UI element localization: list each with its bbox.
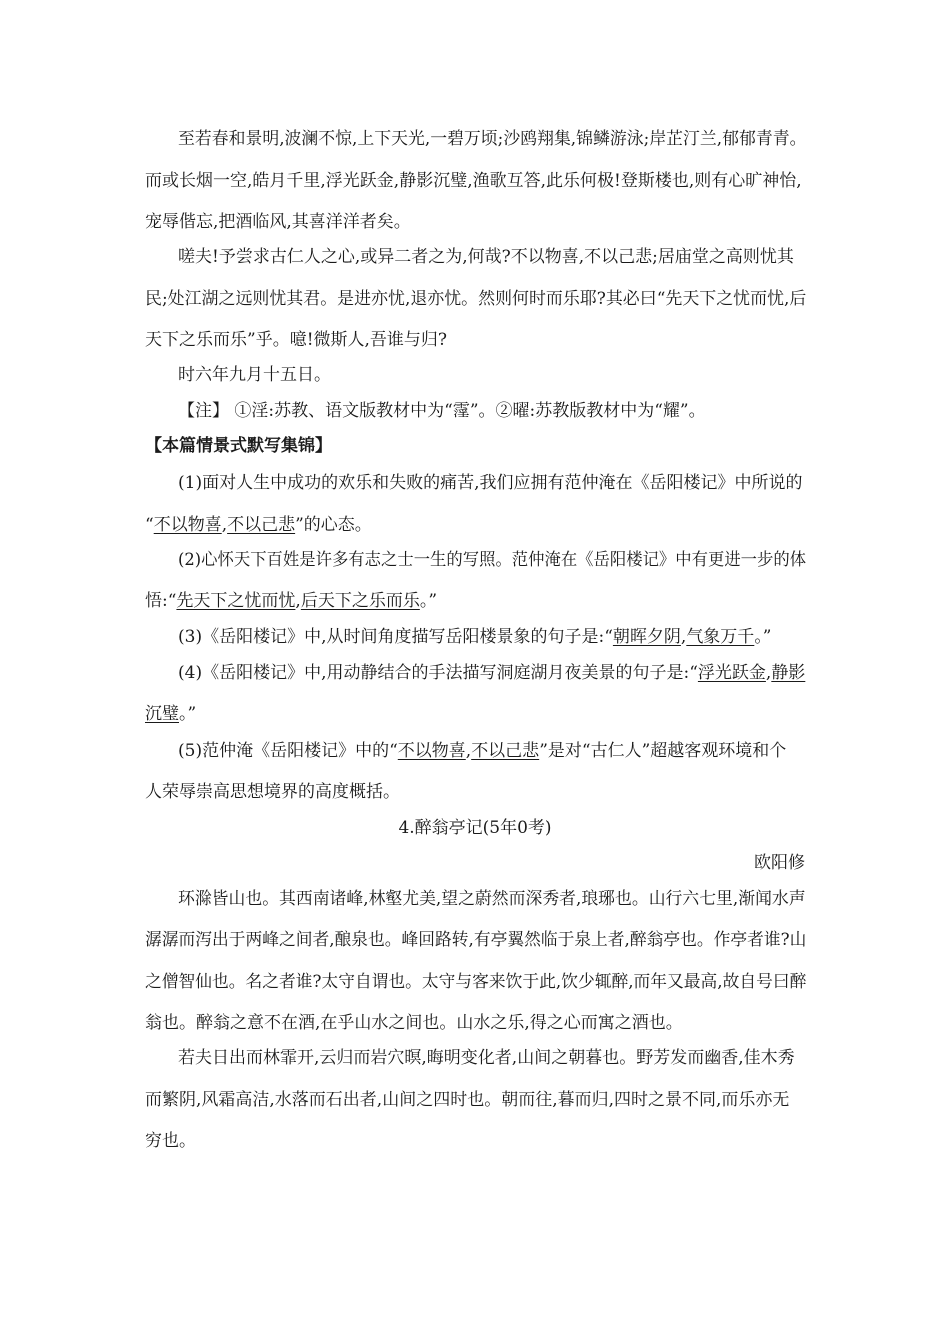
answer-blank: 气象万千 [686,627,755,647]
answer-blank: 不以己悲 [471,741,540,761]
text-line: 时六年九月十五日。 [178,365,331,385]
text-line: 而或长烟一空,皓月千里,浮光跃金,静影沉璧,渔歌互答,此乐何极!登斯楼也,则有心旷神怡, [145,171,802,191]
author-name: 欧阳修 [754,853,805,873]
text-line: 民;处江湖之远则忧其君。是进亦忧,退亦忧。然则何时而乐耶?其必曰“先天下之忧而忧,后 [145,289,807,309]
section-title: 4.醉翁亭记(5年0考) [398,818,552,838]
question-3: (3)《岳阳楼记》中,从时间角度描写岳阳楼景象的句子是:“朝晖夕阴,气象万千。” [178,627,772,647]
question-4-line-2: 沉璧。” [145,704,197,724]
question-5-line-1: (5)范仲淹《岳阳楼记》中的“不以物喜,不以己悲”是对“古仁人”超越客观环境和个 [178,741,787,761]
question-1-line-2: “不以物喜,不以己悲”的心态。 [145,515,372,535]
annotation-note: 【注】 ①淫:苏教、语文版教材中为“霪”。②曜:苏教版教材中为“耀”。 [178,401,706,421]
question-1-line-1: (1)面对人生中成功的欢乐和失败的痛苦,我们应拥有范仲淹在《岳阳楼记》中所说的 [178,473,803,493]
text-line: 潺潺而泻出于两峰之间者,酿泉也。峰回路转,有亭翼然临于泉上者,醉翁亭也。作亭者谁?山 [145,930,807,950]
question-2-line-1: (2)心怀天下百姓是许多有志之士一生的写照。范仲淹在《岳阳楼记》中有更进一步的体 [178,550,807,570]
text-line: 环滁皆山也。其西南诸峰,林壑尤美,望之蔚然而深秀者,琅琊也。山行六七里,渐闻水声 [178,889,806,909]
text-line: 至若春和景明,波澜不惊,上下天光,一碧万顷;沙鸥翔集,锦鳞游泳;岸芷汀兰,郁郁青青。 [178,129,807,149]
section-heading: 【本篇情景式默写集锦】 [145,436,332,456]
question-5-line-2: 人荣辱崇高思想境界的高度概括。 [145,782,400,802]
question-2-line-2: 悟:“先天下之忧而忧,后天下之乐而乐。” [145,591,438,611]
text-line: 而繁阴,风霜高洁,水落而石出者,山间之四时也。朝而往,暮而归,四时之景不同,而乐亦无 [145,1090,790,1110]
answer-blank: 先天下之忧而忧 [176,591,296,611]
answer-blank: 不以物喜 [397,741,466,761]
answer-blank: 不以己悲 [227,515,296,535]
answer-blank: 浮光跃金 [697,663,766,683]
text-line: 天下之乐而乐”乎。噫!微斯人,吾谁与归? [145,330,448,350]
answer-blank: 后天下之乐而乐 [300,591,420,611]
text-line: 宠辱偕忘,把酒临风,其喜洋洋者矣。 [145,212,411,232]
answer-blank: 朝晖夕阴 [612,627,681,647]
question-4-line-1: (4)《岳阳楼记》中,用动静结合的手法描写洞庭湖月夜美景的句子是:“浮光跃金,静影 [178,663,806,683]
text-line: 穷也。 [145,1131,196,1151]
answer-blank: 沉璧 [145,704,179,724]
text-line: 嗟夫!予尝求古仁人之心,或异二者之为,何哉?不以物喜,不以己悲;居庙堂之高则忧其 [178,247,794,267]
text-line: 翁也。醉翁之意不在酒,在乎山水之间也。山水之乐,得之心而寓之酒也。 [145,1013,683,1033]
text-line: 若夫日出而林霏开,云归而岩穴暝,晦明变化者,山间之朝暮也。野芳发而幽香,佳木秀 [178,1048,795,1068]
answer-blank: 静影 [771,663,806,683]
text-line: 之僧智仙也。名之者谁?太守自谓也。太守与客来饮于此,饮少辄醉,而年又最高,故自号曰醉 [145,972,807,992]
answer-blank: 不以物喜 [153,515,222,535]
